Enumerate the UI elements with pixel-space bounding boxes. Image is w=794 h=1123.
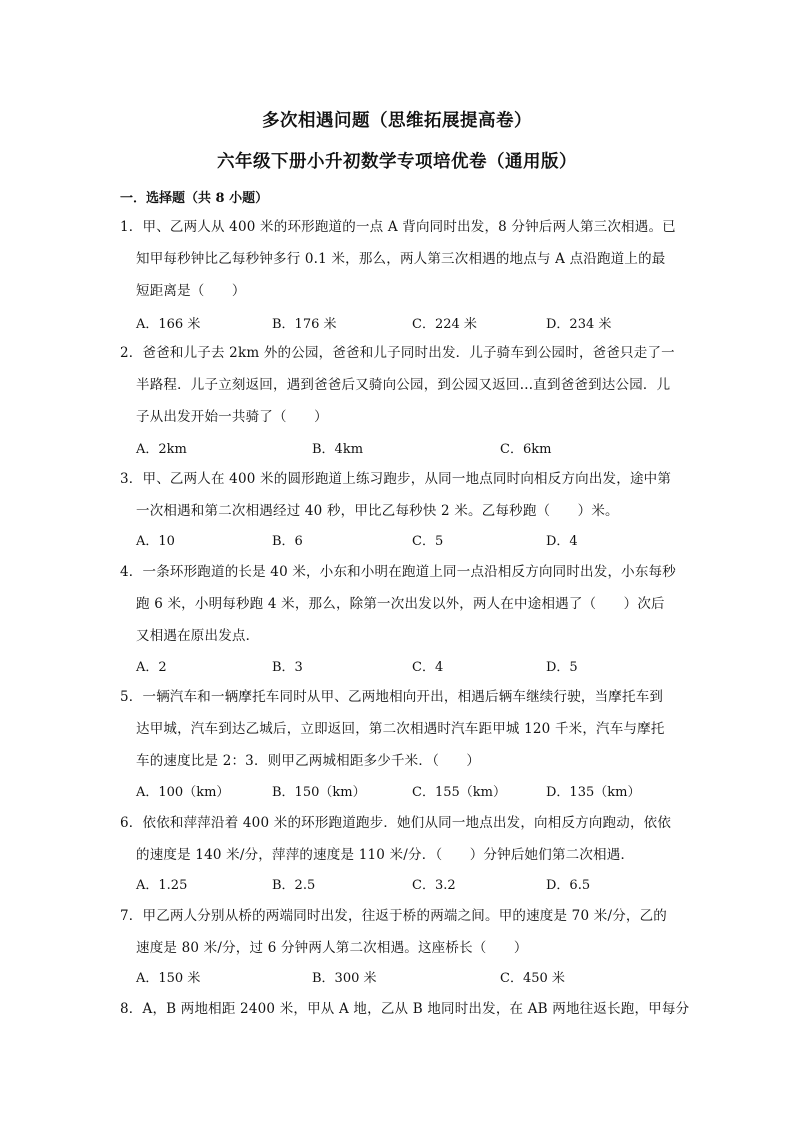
question-4-line-1: 4．一条环形跑道的长是 40 米，小东和小明在跑道上同一点沿相反方向同时出发，小东每秒 xyxy=(120,564,676,580)
question-6-option-c: C．3.2 xyxy=(412,878,456,893)
question-1-line-1: 1．甲、乙两人从 400 米的环形跑道的一点 A 背向同时出发，8 分钟后两人第三次相遇。已 xyxy=(120,219,676,235)
question-3-option-c: C．5 xyxy=(412,534,444,549)
question-4-option-a: A．2 xyxy=(136,660,167,675)
question-5-line-3: 车的速度比是 2：3．则甲乙两城相距多少千米．（ ） xyxy=(136,753,481,769)
question-2-line-1: 2．爸爸和儿子去 2km 外的公园，爸爸和儿子同时出发．儿子骑车到公园时，爸爸只走了一 xyxy=(120,345,675,361)
question-4-option-d: D．5 xyxy=(546,660,578,675)
question-4-line-3: 又相遇在原出发点． xyxy=(136,628,260,644)
question-5-line-1: 5．一辆汽车和一辆摩托车同时从甲、乙两地相向开出，相遇后辆车继续行驶，当摩托车到 xyxy=(120,689,664,705)
question-6-option-d: D．6.5 xyxy=(546,878,591,893)
question-5-line-2: 达甲城，汽车到达乙城后，立即返回，第二次相遇时汽车距甲城 120 千米，汽车与摩托 xyxy=(136,721,665,737)
question-3-line-1: 3．甲、乙两人在 400 米的圆形跑道上练习跑步，从同一地点同时向相反方向出发，途中第 xyxy=(120,471,672,487)
question-5-option-a: A．100（km） xyxy=(136,785,230,800)
question-6-option-a: A．1.25 xyxy=(136,878,188,893)
question-7-option-a: A．150 米 xyxy=(136,971,201,986)
question-7-line-2: 速度是 80 米/分，过 6 分钟两人第二次相遇。这座桥长（ ） xyxy=(136,940,528,956)
question-4-option-b: B．3 xyxy=(272,660,303,675)
section-heading: 一．选择题（共 8 小题） xyxy=(120,191,269,206)
question-3-line-2: 一次相遇和第二次相遇经过 40 秒，甲比乙每秒快 2 米。乙每秒跑（ ）米。 xyxy=(136,503,619,519)
question-4-line-2: 跑 6 米，小明每秒跑 4 米，那么，除第一次出发以外，两人在中途相遇了（ ）次后 xyxy=(136,596,665,612)
question-2-option-a: A．2km xyxy=(136,442,187,457)
question-5-option-b: B．150（km） xyxy=(272,785,366,800)
question-1-line-3: 短距离是（ ） xyxy=(136,283,246,299)
question-2-option-b: B．4km xyxy=(312,442,364,457)
question-7-option-c: C．450 米 xyxy=(500,971,565,986)
question-7-option-b: B．300 米 xyxy=(312,971,377,986)
question-8-line-1: 8．A，B 两地相距 2400 米，甲从 A 地，乙从 B 地同时出发，在 AB 两地往返长跑，甲每分 xyxy=(120,1001,690,1017)
question-3-option-d: D．4 xyxy=(546,534,578,549)
question-2-option-c: C．6km xyxy=(500,442,552,457)
question-6-line-1: 6．依依和萍萍沿着 400 米的环形跑道跑步．她们从同一地点出发，向相反方向跑动，依依 xyxy=(120,815,672,831)
question-5-option-d: D．135（km） xyxy=(546,785,641,800)
question-2-line-3: 子从出发开始一共骑了（ ） xyxy=(136,409,328,425)
question-2-line-2: 半路程．儿子立刻返回，遇到爸爸后又骑向公园，到公园又返回…直到爸爸到达公园．儿 xyxy=(136,377,671,393)
question-4-option-c: C．4 xyxy=(412,660,444,675)
question-1-option-c: C．224 米 xyxy=(412,317,477,332)
question-6-line-2: 的速度是 140 米/分，萍萍的速度是 110 米/分．（ ）分钟后她们第二次相遇． xyxy=(136,847,635,863)
question-1-line-2: 知甲每秒钟比乙每秒钟多行 0.1 米，那么，两人第三次相遇的地点与 A 点沿跑道上的最 xyxy=(136,251,666,267)
question-5-option-c: C．155（km） xyxy=(412,785,506,800)
question-3-option-b: B．6 xyxy=(272,534,303,549)
question-1-option-b: B．176 米 xyxy=(272,317,337,332)
question-3-option-a: A．10 xyxy=(136,534,175,549)
question-6-option-b: B．2.5 xyxy=(272,878,316,893)
question-1-option-a: A．166 米 xyxy=(136,317,201,332)
question-7-line-1: 7．甲乙两人分别从桥的两端同时出发，往返于桥的两端之间。甲的速度是 70 米/分，乙的 xyxy=(120,908,667,924)
document-subtitle: 六年级下册小升初数学专项培优卷（通用版） xyxy=(217,152,577,172)
question-1-option-d: D．234 米 xyxy=(546,317,612,332)
document-title: 多次相遇问题（思维拓展提高卷） xyxy=(262,111,532,131)
